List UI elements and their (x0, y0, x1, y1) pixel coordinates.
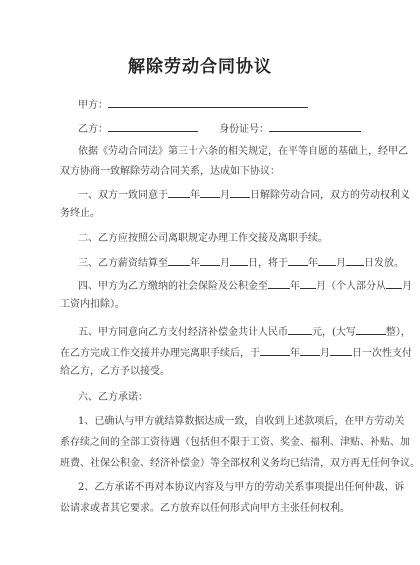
party-b-row (78, 121, 361, 137)
clause-1-text-b: 年 (190, 190, 200, 201)
clause-5-line-3: 给乙方，乙方予以接受。 (60, 366, 170, 377)
clause-5-month-blank[interactable] (300, 345, 320, 356)
promise-1-line-2: 系存续之间的全部工资待遇（包括但不限于工资、奖金、福利、津贴、补贴、加 (60, 437, 410, 448)
clause-3-text-d: 日，将于 (248, 258, 288, 269)
id-number-blank[interactable] (269, 121, 361, 132)
clause-5-text-g: 日一次性支付 (352, 348, 412, 359)
party-b-blank[interactable] (108, 121, 198, 132)
clause-2: 二、乙方应按照公司离职规定办理工作交接及离职手续。 (78, 233, 328, 244)
document-title: 解除劳动合同协议 (128, 57, 272, 77)
clause-3-pay-month-blank[interactable] (318, 255, 336, 266)
clause-3-pay-day-blank[interactable] (346, 255, 364, 266)
clause-5-text-c: 整）， (385, 327, 411, 338)
clause-4-line-1 (78, 278, 412, 294)
clause-4-line-2: 工资内扣除）。 (60, 299, 125, 310)
clause-3-year-blank[interactable] (168, 255, 190, 266)
clause-1-text-d: 日解除劳动合同，双方的劳动权利义 (250, 190, 410, 201)
clause-1-line-2: 务终止。 (60, 208, 100, 219)
clause-3-text-g: 日发放。 (364, 258, 404, 269)
clause-3-text-f: 月 (336, 258, 346, 269)
promise-2-line-1: 2、乙方承诺不再对本协议内容及与甲方的劳动关系事项提出任何仲裁、诉 (78, 482, 405, 493)
promise-2-line-2: 讼请求或者其它要求。乙方放弃以任何形式向甲方主张任何权利。 (60, 503, 350, 514)
id-number-label: 身份证号： (219, 124, 270, 135)
clause-3-text-a: 三、乙方薪资结算至 (78, 258, 168, 269)
clause-5-year-blank[interactable] (260, 345, 290, 356)
party-b-label: 乙方： (78, 124, 108, 135)
clause-5-day-blank[interactable] (330, 345, 352, 356)
clause-4-text-d: 月 (402, 281, 412, 292)
party-a-blank[interactable] (108, 97, 308, 108)
clause-5-amount-blank[interactable] (288, 324, 312, 335)
party-a-row (78, 97, 308, 113)
clause-4-month-blank[interactable] (300, 278, 316, 289)
intro-line-2: 双方协商一致解除劳动合同关系，达成如下协议： (60, 166, 280, 177)
clause-3-text-c: 月 (220, 258, 230, 269)
clause-5-capital-amount-blank[interactable] (356, 324, 386, 335)
clause-3-text-e: 年 (308, 258, 318, 269)
clause-1-day-blank[interactable] (230, 187, 250, 198)
clause-3 (78, 255, 404, 271)
clause-1-line-1 (78, 187, 410, 203)
clause-3-pay-year-blank[interactable] (288, 255, 308, 266)
party-a-label: 甲方： (78, 100, 108, 111)
clause-4-text-c: 月（个人部分从 (316, 281, 386, 292)
clause-3-text-b: 年 (190, 258, 200, 269)
clause-4-deduct-month-blank[interactable] (386, 278, 402, 289)
clause-6-heading: 六、乙方承诺： (78, 392, 148, 403)
clause-3-day-blank[interactable] (230, 255, 248, 266)
promise-1-line-3: 班费、社保公积金、经济补偿金）等全部权利义务均已结清，双方再无任何争议。 (60, 458, 420, 469)
promise-1-line-1: 1、已确认与甲方就结算数据达成一致，自收到上述款项后，在甲方劳动关 (78, 416, 405, 427)
clause-5-text-b: 元，(大写 (312, 327, 356, 338)
clause-5-text-e: 年 (290, 348, 300, 359)
clause-5-line-2 (60, 345, 412, 361)
clause-4-text-a: 四、甲方为乙方缴纳的社会保险及公积金至 (78, 281, 268, 292)
clause-5-text-f: 月 (320, 348, 330, 359)
clause-5-line-1 (78, 324, 411, 340)
clause-1-text-a: 一、双方一致同意于 (78, 190, 168, 201)
clause-1-month-blank[interactable] (200, 187, 220, 198)
clause-3-month-blank[interactable] (200, 255, 220, 266)
clause-5-text-d: 在乙方完成工作交接并办理完离职手续后，于 (60, 348, 260, 359)
clause-4-text-b: 年 (290, 281, 300, 292)
clause-1-year-blank[interactable] (168, 187, 190, 198)
clause-1-text-c: 月 (220, 190, 230, 201)
clause-4-year-blank[interactable] (268, 278, 290, 289)
clause-5-text-a: 五、甲方同意向乙方支付经济补偿金共计人民币 (78, 327, 288, 338)
intro-line-1: 依据《劳动合同法》第三十六条的相关规定，在平等自愿的基础上，经甲乙 (78, 146, 408, 157)
